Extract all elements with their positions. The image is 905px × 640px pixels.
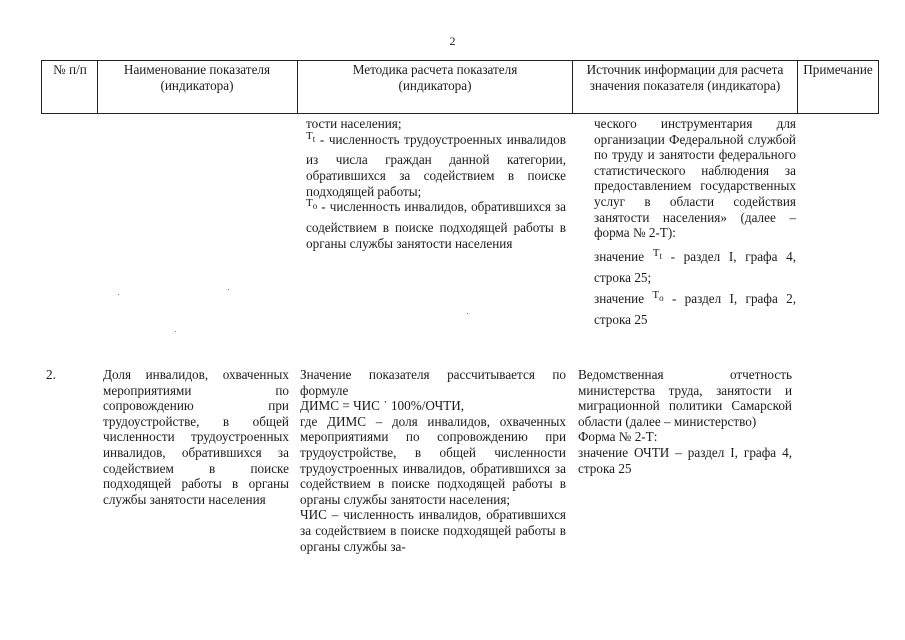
source-continued-text: ческого инструментария для организации Федеральной службой по труду и занятости федерального статистического наблюдения за предоставлением государственных услуг в области содействия занятости населения» (далее – форма № 2-Т): (594, 116, 796, 241)
source-value: значение ОЧТИ – раздел I, графа 4, строка 25 (578, 444, 792, 476)
calculation-method-cell (300, 367, 566, 554)
row-number: 2. (46, 367, 56, 382)
to-source-location: - раздел I, графа 2, строка 25 (594, 291, 797, 327)
header-data-source: Источник информации для расчета значения показателя (индикатора) (586, 62, 784, 93)
scan-speck (118, 294, 119, 295)
column-divider (878, 60, 879, 114)
to-definition-text: - численность инвалидов, обратившихся за содействием в поиске подходящей работы в органы службы занятости населения (306, 199, 566, 251)
column-divider (41, 60, 42, 114)
continuation-source-cell (594, 116, 796, 328)
table-top-border (41, 60, 879, 61)
to-source-value (594, 291, 796, 327)
column-divider (297, 60, 298, 114)
continuation-method-cell (306, 116, 566, 251)
header-note: Примечание (803, 62, 873, 77)
to-symbol: $T_o$ (306, 197, 318, 212)
column-divider (797, 60, 798, 114)
header-number: № п/п (53, 62, 87, 77)
method-intro: Значение показателя рассчитывается по формуле (300, 367, 566, 398)
method-continued-text: тости населения; (306, 116, 402, 131)
formula-definition: ЧИС – численность инвалидов, обратившихся за содействием в поиске подходящей работы в органы службы за- (300, 507, 566, 554)
source-description: Ведомственная отчетность министерства труда, занятости и миграционной политики Самарской области (далее – министерство) (578, 367, 792, 429)
tt-symbol: $T_t$ (306, 129, 316, 144)
tt-symbol: $T_t$ (652, 246, 662, 261)
column-divider (97, 60, 98, 114)
tt-definition (306, 129, 567, 200)
to-definition (306, 199, 566, 251)
formula-definition: где ДИМС – доля инвалидов, охваченных мероприятиями по сопровождению при трудоустройстве, в общей численности трудоустроенных инвалидов, обратившихся за содействием в поиске подходящей работы в органы службы занятости населения; (300, 413, 566, 507)
source-form: Форма № 2-Т: (578, 429, 658, 445)
header-bottom-border (41, 113, 879, 114)
indicator-name: Доля инвалидов, охваченных мероприятиями по сопровождению при трудоустройстве, в общей численности трудоустроенных инвалидов, обратившихся за содействием в поиске подходящей работы в органы службы занятости населения (103, 367, 289, 507)
tt-source-location: - раздел I, графа 4, строка 25; (594, 248, 796, 285)
page-number: 2 (449, 34, 456, 48)
tt-definition-text: - численность трудоустроенных инвалидов из числа граждан данной категории, обратившихся за содействием в поиске подходящей работы; (306, 131, 567, 199)
to-symbol: $T_o$ (652, 289, 664, 304)
value-prefix: значение (594, 248, 645, 264)
scan-speck (228, 289, 229, 290)
value-prefix: значение (594, 291, 645, 307)
tt-source-value (594, 246, 796, 285)
data-source-cell (578, 367, 792, 476)
column-divider (572, 60, 573, 114)
scan-speck (175, 331, 176, 332)
header-indicator-name: Наименование показателя (индикатора) (123, 62, 271, 93)
scan-speck (467, 313, 468, 314)
header-calculation-method: Методика расчета показателя (индикатора) (352, 62, 518, 93)
formula: ДИМС = ЧИС ˙ 100%/ОЧТИ, (300, 398, 465, 414)
